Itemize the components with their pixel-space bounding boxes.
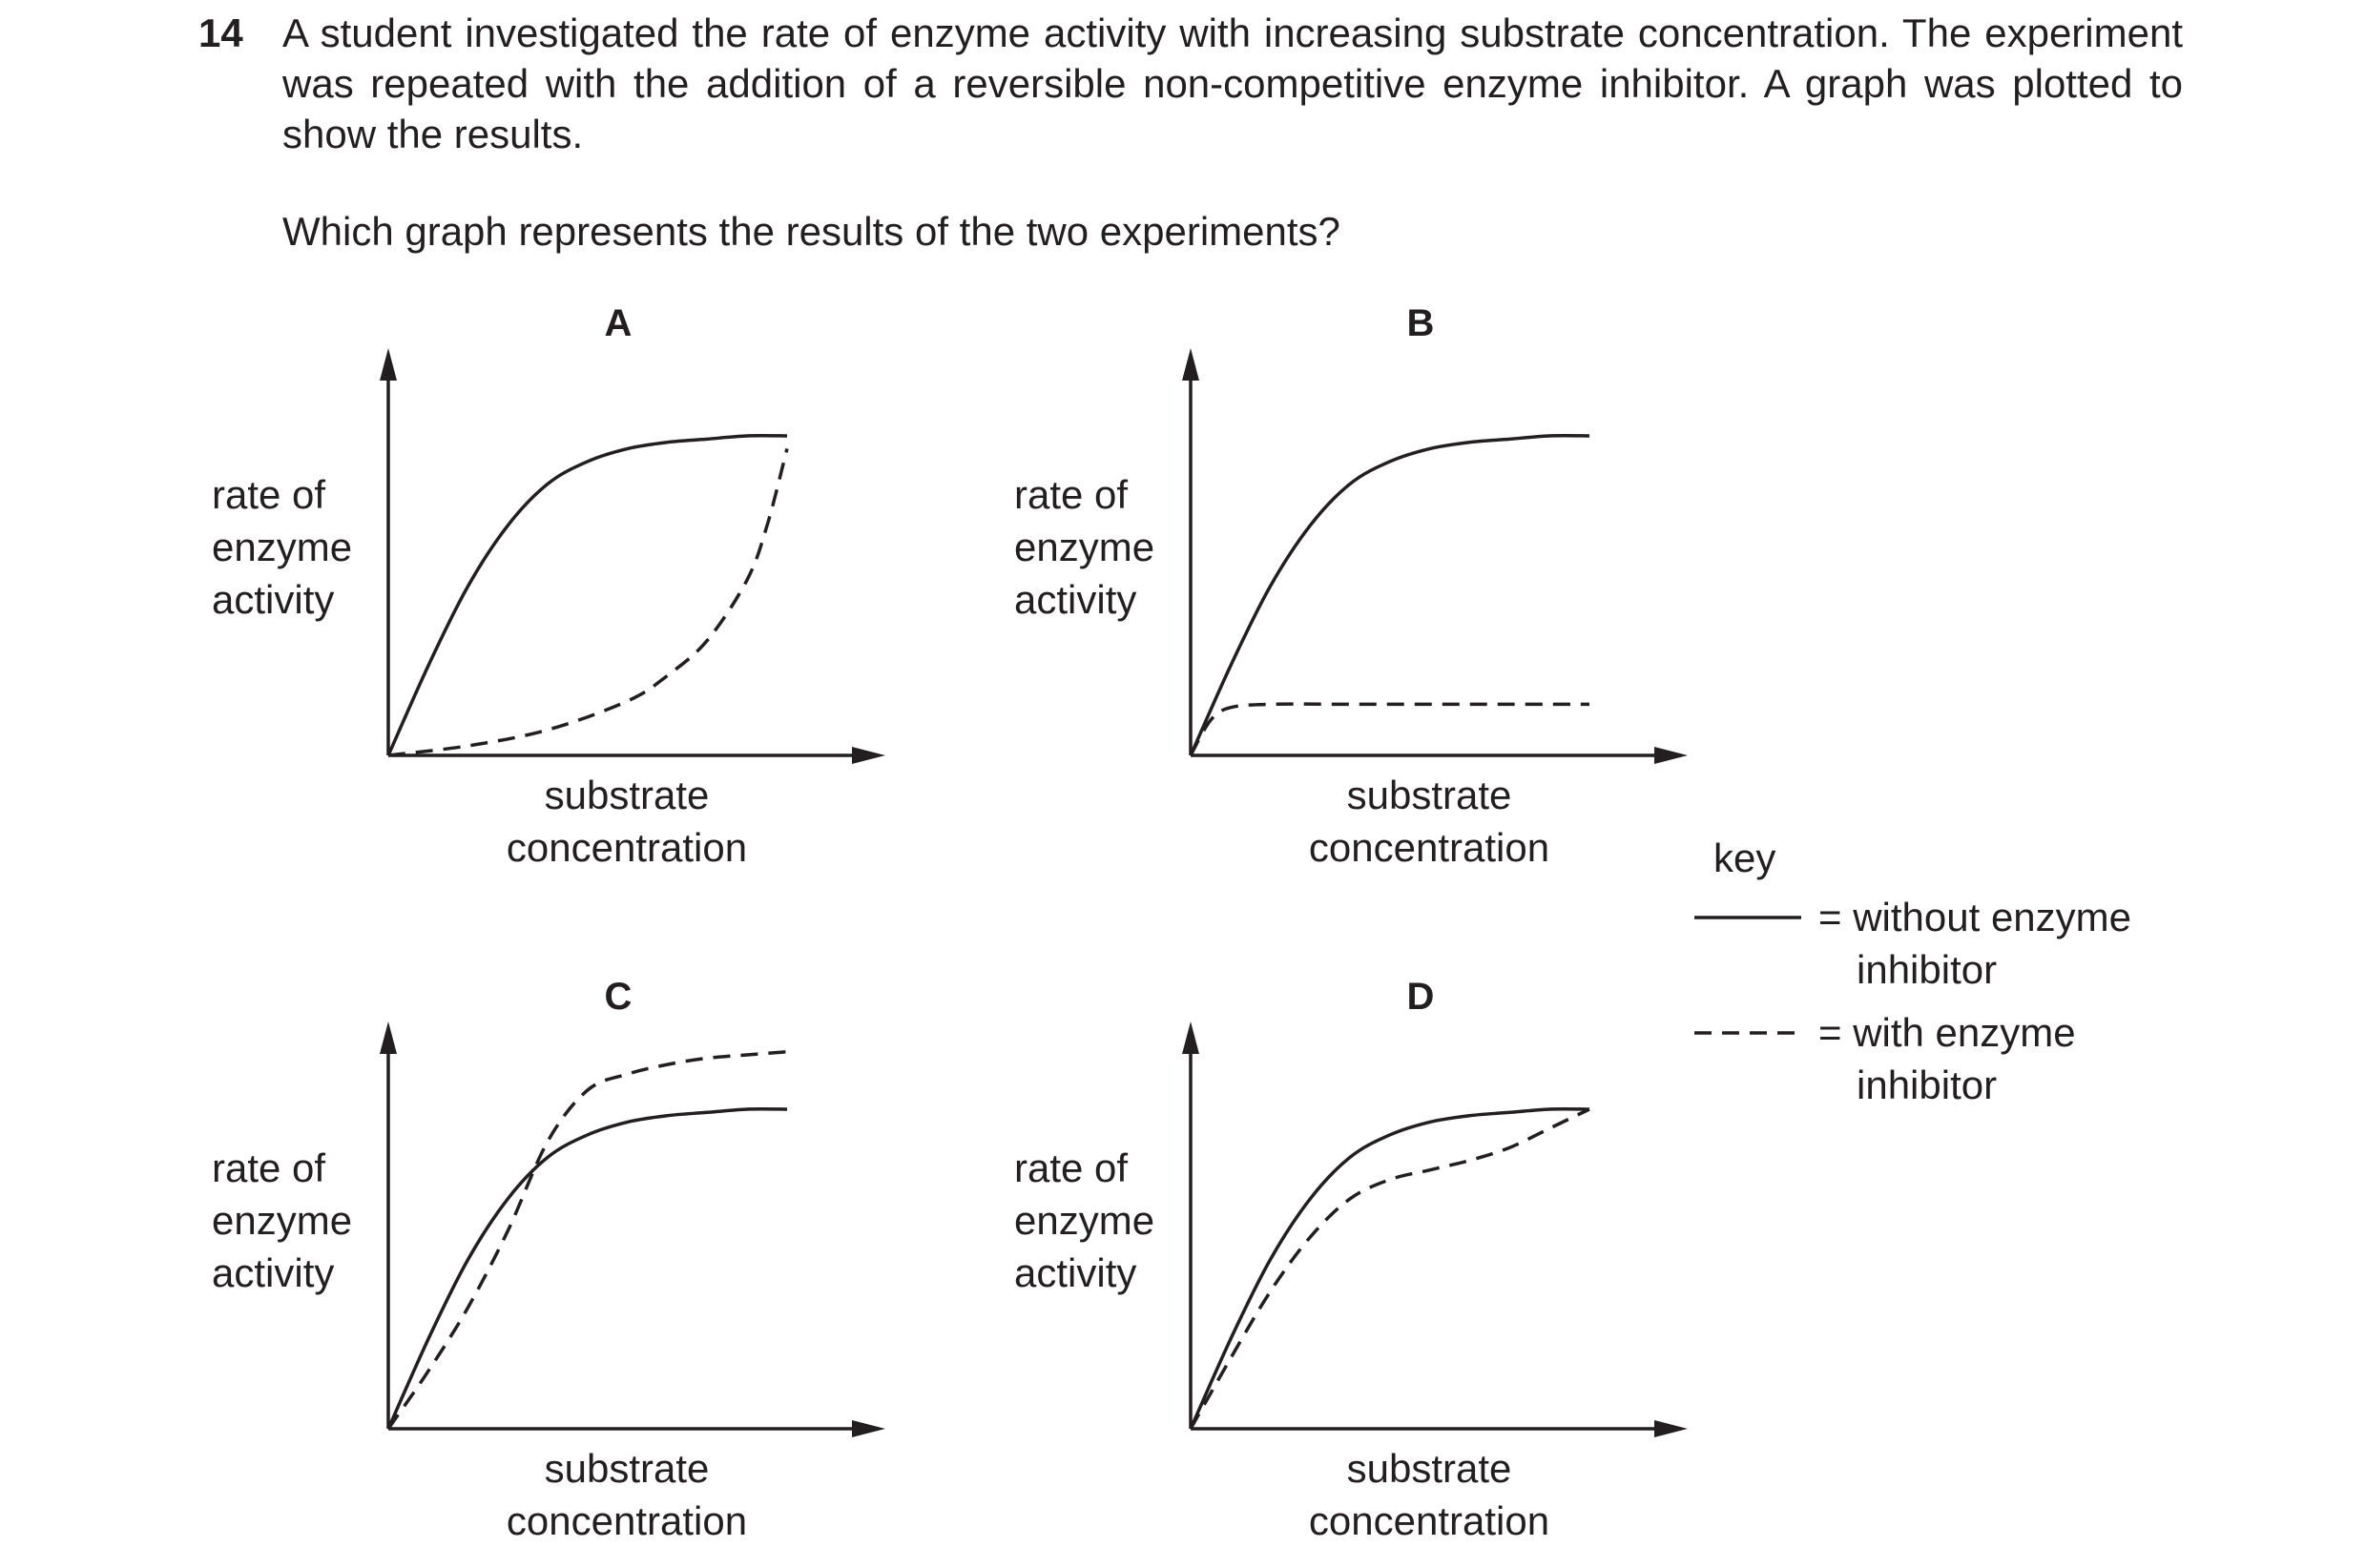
graph-b [1014,302,1688,870]
graph-d-ylabel-3: activity [1014,1250,1137,1295]
key-dashed-text-1: = with enzyme [1818,1010,2076,1055]
key [1694,836,2131,1107]
graph-c-dashed-curve [388,1052,787,1429]
graph-b-ylabel-2: enzyme [1014,525,1155,569]
question-number: 14 [198,10,243,55]
graph-d-y-arrowhead [1182,1021,1199,1054]
graph-d-x-arrowhead [1654,1420,1688,1437]
graph-c-x-arrowhead [852,1420,885,1437]
graph-a-xlabel-1: substrate [544,773,710,817]
graph-b-y-arrowhead [1182,348,1199,381]
graph-d-label: D [1406,976,1435,1018]
graph-c-y-arrowhead [380,1021,397,1054]
graph-d-dashed-curve [1191,1109,1589,1429]
graph-b-dashed-curve [1191,704,1589,755]
graph-d-xlabel-2: concentration [1308,1498,1550,1543]
graph-b-xlabel-1: substrate [1346,773,1512,817]
graph-a-ylabel-3: activity [212,577,335,622]
graph-a-xlabel-2: concentration [506,825,748,870]
key-solid-text-1: = without enzyme [1818,895,2132,939]
graph-a-label: A [604,302,633,344]
graph-b-label: B [1406,302,1435,344]
key-dashed-text-2: inhibitor [1857,1063,1998,1107]
graph-d-solid-curve [1191,1109,1589,1429]
graph-c-ylabel-2: enzyme [212,1198,353,1243]
graph-d-ylabel-1: rate of [1014,1145,1129,1190]
key-title: key [1713,836,1776,880]
graph-a-solid-curve [388,436,787,755]
graph-c-ylabel-1: rate of [212,1145,326,1190]
graph-b-xlabel-2: concentration [1308,825,1550,870]
graph-d-xlabel-1: substrate [1346,1446,1512,1491]
graph-a-dashed-curve [388,448,787,755]
graph-c-xlabel-1: substrate [544,1446,710,1491]
graph-a-y-arrowhead [380,348,397,381]
graph-a-ylabel-1: rate of [212,472,326,517]
graph-c-ylabel-3: activity [212,1250,335,1295]
graph-d-ylabel-2: enzyme [1014,1198,1155,1243]
graph-b-x-arrowhead [1654,747,1688,764]
graph-a-ylabel-2: enzyme [212,525,353,569]
key-solid-text-2: inhibitor [1857,947,1998,992]
graph-b-ylabel-1: rate of [1014,472,1129,517]
graph-b-solid-curve [1191,436,1589,755]
graph-c [212,976,885,1543]
graph-a-x-arrowhead [852,747,885,764]
question-text: A student investigated the rate of enzyme activity with increasing substrate concentration. The experiment was repeated with the addition of a reversible non-competitive enzyme inhibitor. A graph was plotted to show the results. [282,10,2183,156]
question-prompt: Which graph represents the results of the two experiments? [282,209,1340,254]
graph-a [212,302,885,870]
graph-b-ylabel-3: activity [1014,577,1137,622]
graph-c-solid-curve [388,1109,787,1429]
graph-c-label: C [604,976,633,1018]
graph-d [1014,976,1688,1543]
graph-c-xlabel-2: concentration [506,1498,748,1543]
